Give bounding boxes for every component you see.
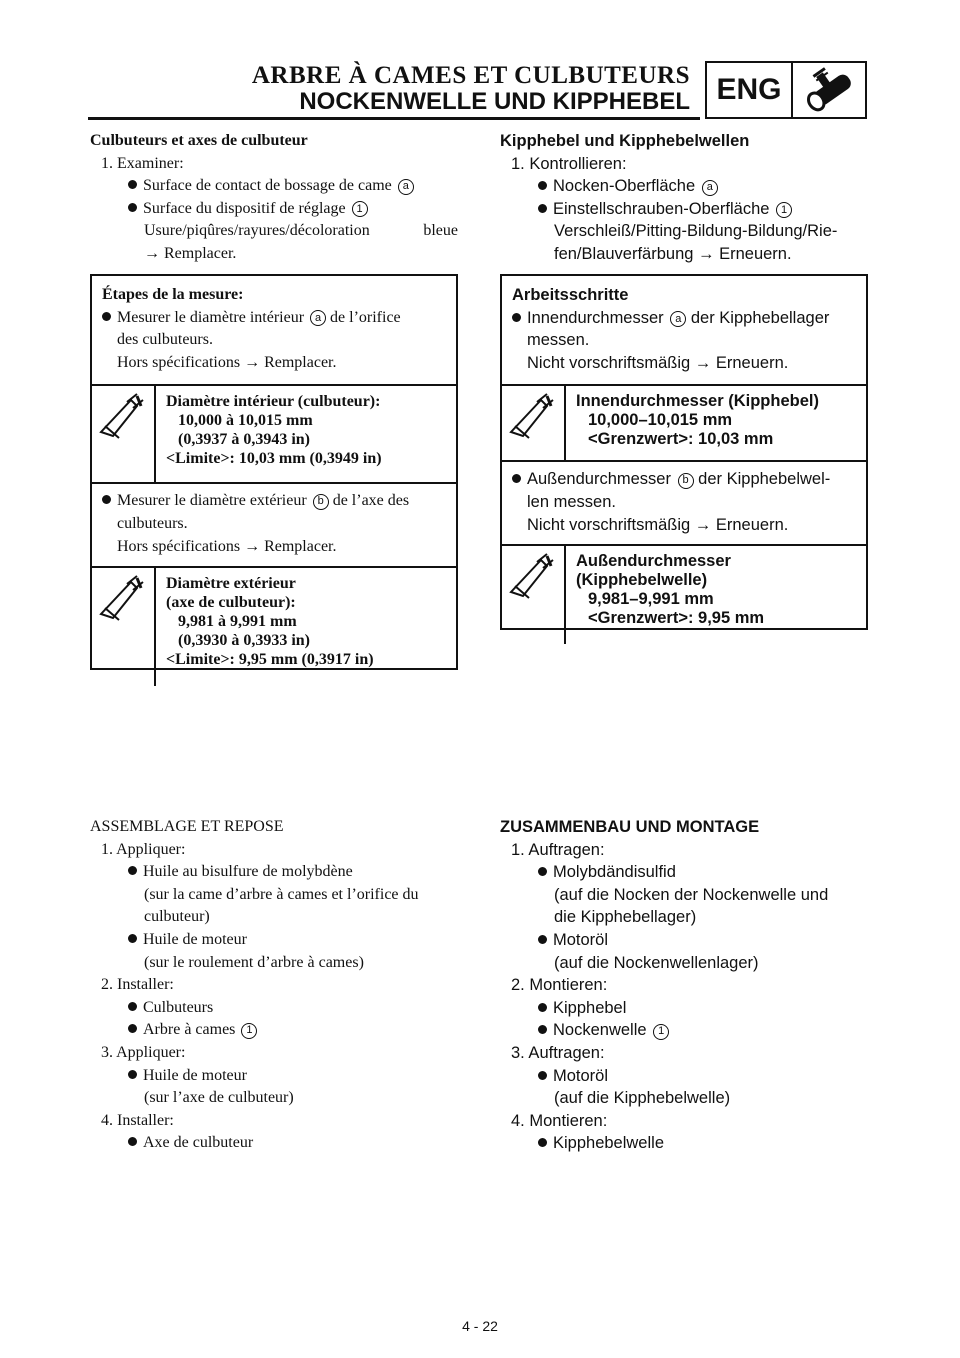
list-item: Huile au bisulfure de molybdène [90, 861, 458, 884]
fr-measure-step-2: Mesurer le diamètre extérieur b de l’axe des culbuteurs. Hors spécifications → Remplacer. [92, 482, 456, 566]
caliper-icon [502, 386, 566, 460]
fr-measure-step-1: Étapes de la mesure: Mesurer le diamètre intérieur a de l’orifice des culbuteurs. Hors spécifications → Remplacer. [92, 276, 456, 384]
bullet-icon [102, 312, 111, 321]
list-item: Mesurer le diamètre intérieur a de l’orifice [102, 307, 446, 330]
fr-inspect-step: 1. Examiner: [101, 154, 184, 172]
bullet-icon [538, 1071, 547, 1080]
caliper-icon [92, 568, 156, 686]
bullet-icon [538, 1138, 547, 1147]
fr-assembly-section: ASSEMBLAGE ET REPOSE 1. Appliquer: Huile au bisulfure de molybdène (sur la came d’arbre à cames et l’orifice du culbuteur) Huile de moteur (sur le roulement d’arbre à cames) 2. Installer: Culbuteurs Arbre à cames 1 3. Appliquer: Huile de moteur (sur l’axe de culbuteur) 4. Installer: Axe de culbuteur [90, 816, 458, 1155]
bullet-icon [128, 1137, 137, 1146]
callout-1-icon: 1 [776, 202, 792, 218]
de-assembly-heading: ZUSAMMENBAU UND MONTAGE [500, 818, 760, 836]
list-item: Motoröl [500, 1065, 868, 1088]
bullet-icon [128, 1070, 137, 1079]
section-badge-label: ENG [707, 63, 793, 117]
spec-text: Innendurchmesser (Kipphebel) 10,000–10,015 mm <Grenzwert>: 10,03 mm [576, 392, 819, 449]
callout-1-icon: 1 [352, 201, 368, 217]
callout-b-icon: b [678, 473, 694, 489]
callout-1-icon: 1 [653, 1024, 669, 1040]
callout-b-icon: b [313, 494, 329, 510]
de-spec-outer-diameter [502, 544, 866, 644]
list-item: Innendurchmesser a der Kipphebellager [512, 307, 856, 330]
callout-1-icon: 1 [241, 1023, 257, 1039]
list-item: Surface de contact de bossage de came a [90, 175, 458, 198]
page-title-fr: ARBRE À CAMES ET CULBUTEURS [251, 62, 690, 89]
fr-inspection-section [90, 130, 458, 266]
list-item: Nockenwelle 1 [500, 1019, 868, 1042]
list-item: Motoröl [500, 929, 868, 952]
header-rule [88, 117, 700, 120]
de-inspect-heading: Kipphebel und Kipphebelwellen [500, 132, 750, 150]
callout-a-icon: a [310, 310, 326, 326]
caliper-icon [502, 546, 566, 644]
list-item: Axe de culbuteur [90, 1132, 458, 1155]
page-number: 4 - 22 [462, 1318, 498, 1334]
bullet-icon [128, 180, 137, 189]
spec-text: Außendurchmesser (Kipphebelwelle) 9,981–9,991 mm <Grenzwert>: 9,95 mm [576, 552, 765, 628]
spec-text: Diamètre intérieur (culbuteur): 10,000 à 10,015 mm (0,3937 à 0,3943 in) <Limite>: 10,03 mm (0,3949 in) [166, 393, 382, 468]
callout-a-icon: a [670, 311, 686, 327]
spec-text: Diamètre extérieur (axe de culbuteur): 9,981 à 9,991 mm (0,3930 à 0,3933 in) <Limite>: 9,95 mm (0,3917 in) [166, 575, 374, 669]
page-title-de: NOCKENWELLE UND KIPPHEBEL [299, 88, 690, 115]
bullet-icon [128, 1024, 137, 1033]
list-item: Mesurer le diamètre extérieur b de l’axe des [102, 490, 446, 513]
de-spec-inner-diameter [502, 384, 866, 460]
bullet-icon [128, 1002, 137, 1011]
bullet-icon [538, 935, 547, 944]
bullet-icon [512, 474, 521, 483]
list-item: Kipphebel [500, 997, 868, 1020]
fr-measurement-box [90, 274, 458, 670]
fr-spec-outer-diameter [92, 566, 456, 686]
bullet-icon [128, 934, 137, 943]
fr-assembly-heading: ASSEMBLAGE ET REPOSE [90, 818, 284, 835]
bullet-icon [512, 313, 521, 322]
de-measure-step-1: Arbeitsschritte Innendurchmesser a der Kipphebellager messen. Nicht vorschriftsmäßig → Erneuern. [502, 276, 866, 384]
section-badge [705, 61, 867, 119]
bullet-icon [538, 181, 547, 190]
list-item: Surface du dispositif de réglage 1 [90, 198, 458, 221]
list-item: Huile de moteur [90, 929, 458, 952]
list-item: Culbuteurs [90, 997, 458, 1020]
de-box-title: Arbeitsschritte [512, 286, 629, 304]
bullet-icon [538, 204, 547, 213]
de-measure-step-2: Außendurchmesser b der Kipphebelwel- len messen. Nicht vorschriftsmäßig → Erneuern. [502, 460, 866, 544]
de-measurement-box [500, 274, 868, 630]
bullet-icon [128, 203, 137, 212]
list-item: Molybdändisulfid [500, 861, 868, 884]
bullet-icon [102, 495, 111, 504]
de-inspection-section: Kipphebel und Kipphebelwellen 1. Kontrollieren: Nocken-Oberfläche a Einstellschrauben-Oberfläche 1 Verschleiß/Pitting-Bildung-Bildung/Rie- fen/Blauverfärbung → Erneuern. [500, 130, 868, 266]
fr-inspect-result-action: → Remplacer. [144, 244, 237, 262]
list-item: Huile de moteur [90, 1065, 458, 1088]
de-assembly-section: ZUSAMMENBAU UND MONTAGE 1. Auftragen: Molybdändisulfid (auf die Nocken der Nockenwelle und die Kipphebellager) Motoröl (auf die Nockenwellenlager) 2. Montieren: Kipphebel Nockenwelle 1 3. Auftragen: Motoröl (auf die Kipphebelwelle) 4. Montieren: Kipphebelwelle [500, 816, 868, 1155]
callout-a-icon: a [398, 179, 414, 195]
list-item: Kipphebelwelle [500, 1132, 868, 1155]
bullet-icon [538, 1003, 547, 1012]
caliper-icon [92, 386, 156, 482]
bullet-icon [128, 866, 137, 875]
list-item: Einstellschrauben-Oberfläche 1 [500, 198, 868, 221]
engine-icon [793, 63, 865, 117]
fr-box-title: Étapes de la mesure: [102, 286, 244, 303]
bullet-icon [538, 1025, 547, 1034]
callout-a-icon: a [702, 180, 718, 196]
fr-inspect-result: Usure/piqûres/rayures/décoloration bleue [144, 222, 458, 240]
bullet-icon [538, 867, 547, 876]
list-item: Außendurchmesser b der Kipphebelwel- [512, 468, 856, 491]
fr-inspect-heading: Culbuteurs et axes de culbuteur [90, 132, 308, 149]
fr-spec-inner-diameter [92, 384, 456, 482]
list-item: Nocken-Oberfläche a [500, 175, 868, 198]
list-item: Arbre à cames 1 [90, 1019, 458, 1042]
